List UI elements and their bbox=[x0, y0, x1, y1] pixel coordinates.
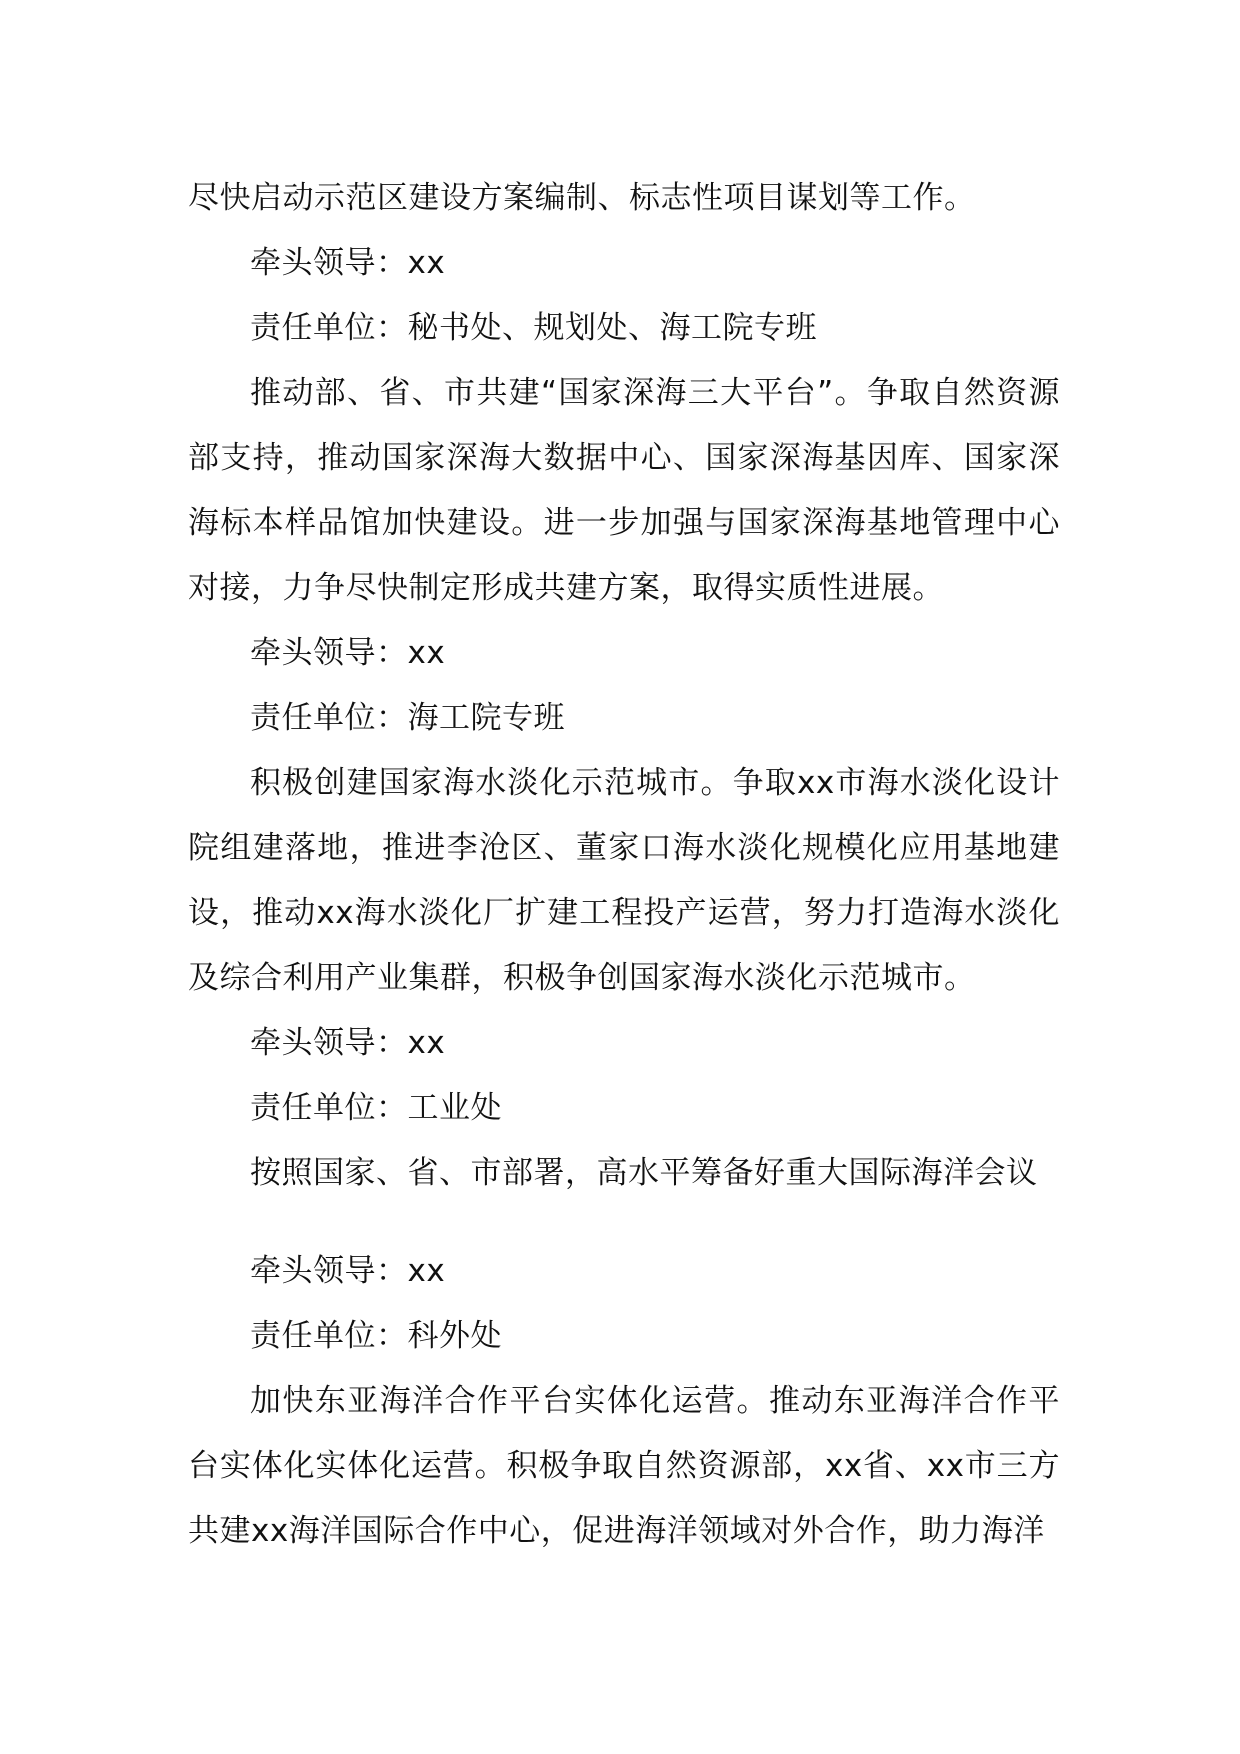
lead-leader-line: 牵头领导：xx bbox=[250, 1025, 446, 1061]
lead-leader-line: 牵头领导：xx bbox=[250, 1253, 446, 1289]
paragraph-gap bbox=[188, 1206, 1060, 1239]
document-page bbox=[188, 166, 1060, 1564]
responsible-unit-line: 责任单位：工业处 bbox=[250, 1090, 502, 1126]
paragraph: 按照国家、省、市部署，高水平筹备好重大国际海洋会议 bbox=[250, 1155, 1038, 1191]
lead-leader-line: 牵头领导：xx bbox=[250, 635, 446, 671]
paragraph: 尽快启动示范区建设方案编制、标志性项目谋划等工作。 bbox=[188, 180, 976, 216]
lead-leader-line: 牵头领导：xx bbox=[250, 245, 446, 281]
paragraph: 加快东亚海洋合作平台实体化运营。推动东亚海洋合作平台实体化实体化运营。积极争取自然资源部，xx省、xx市三方共建xx海洋国际合作中心，促进海洋领域对外合作，助力海洋 bbox=[188, 1383, 1060, 1549]
responsible-unit-line: 责任单位：科外处 bbox=[250, 1318, 502, 1354]
responsible-unit-line: 责任单位：秘书处、规划处、海工院专班 bbox=[250, 310, 817, 346]
responsible-unit-line: 责任单位：海工院专班 bbox=[250, 700, 565, 736]
paragraph: 推动部、省、市共建“国家深海三大平台”。争取自然资源部支持，推动国家深海大数据中心、国家深海基因库、国家深海标本样品馆加快建设。进一步加强与国家深海基地管理中心对接，力争尽快制定形成共建方案，取得实质性进展。 bbox=[188, 375, 1060, 606]
paragraph: 积极创建国家海水淡化示范城市。争取xx市海水淡化设计院组建落地，推进李沧区、董家口海水淡化规模化应用基地建设，推动xx海水淡化厂扩建工程投产运营，努力打造海水淡化及综合利用产业集群，积极争创国家海水淡化示范城市。 bbox=[188, 765, 1060, 996]
